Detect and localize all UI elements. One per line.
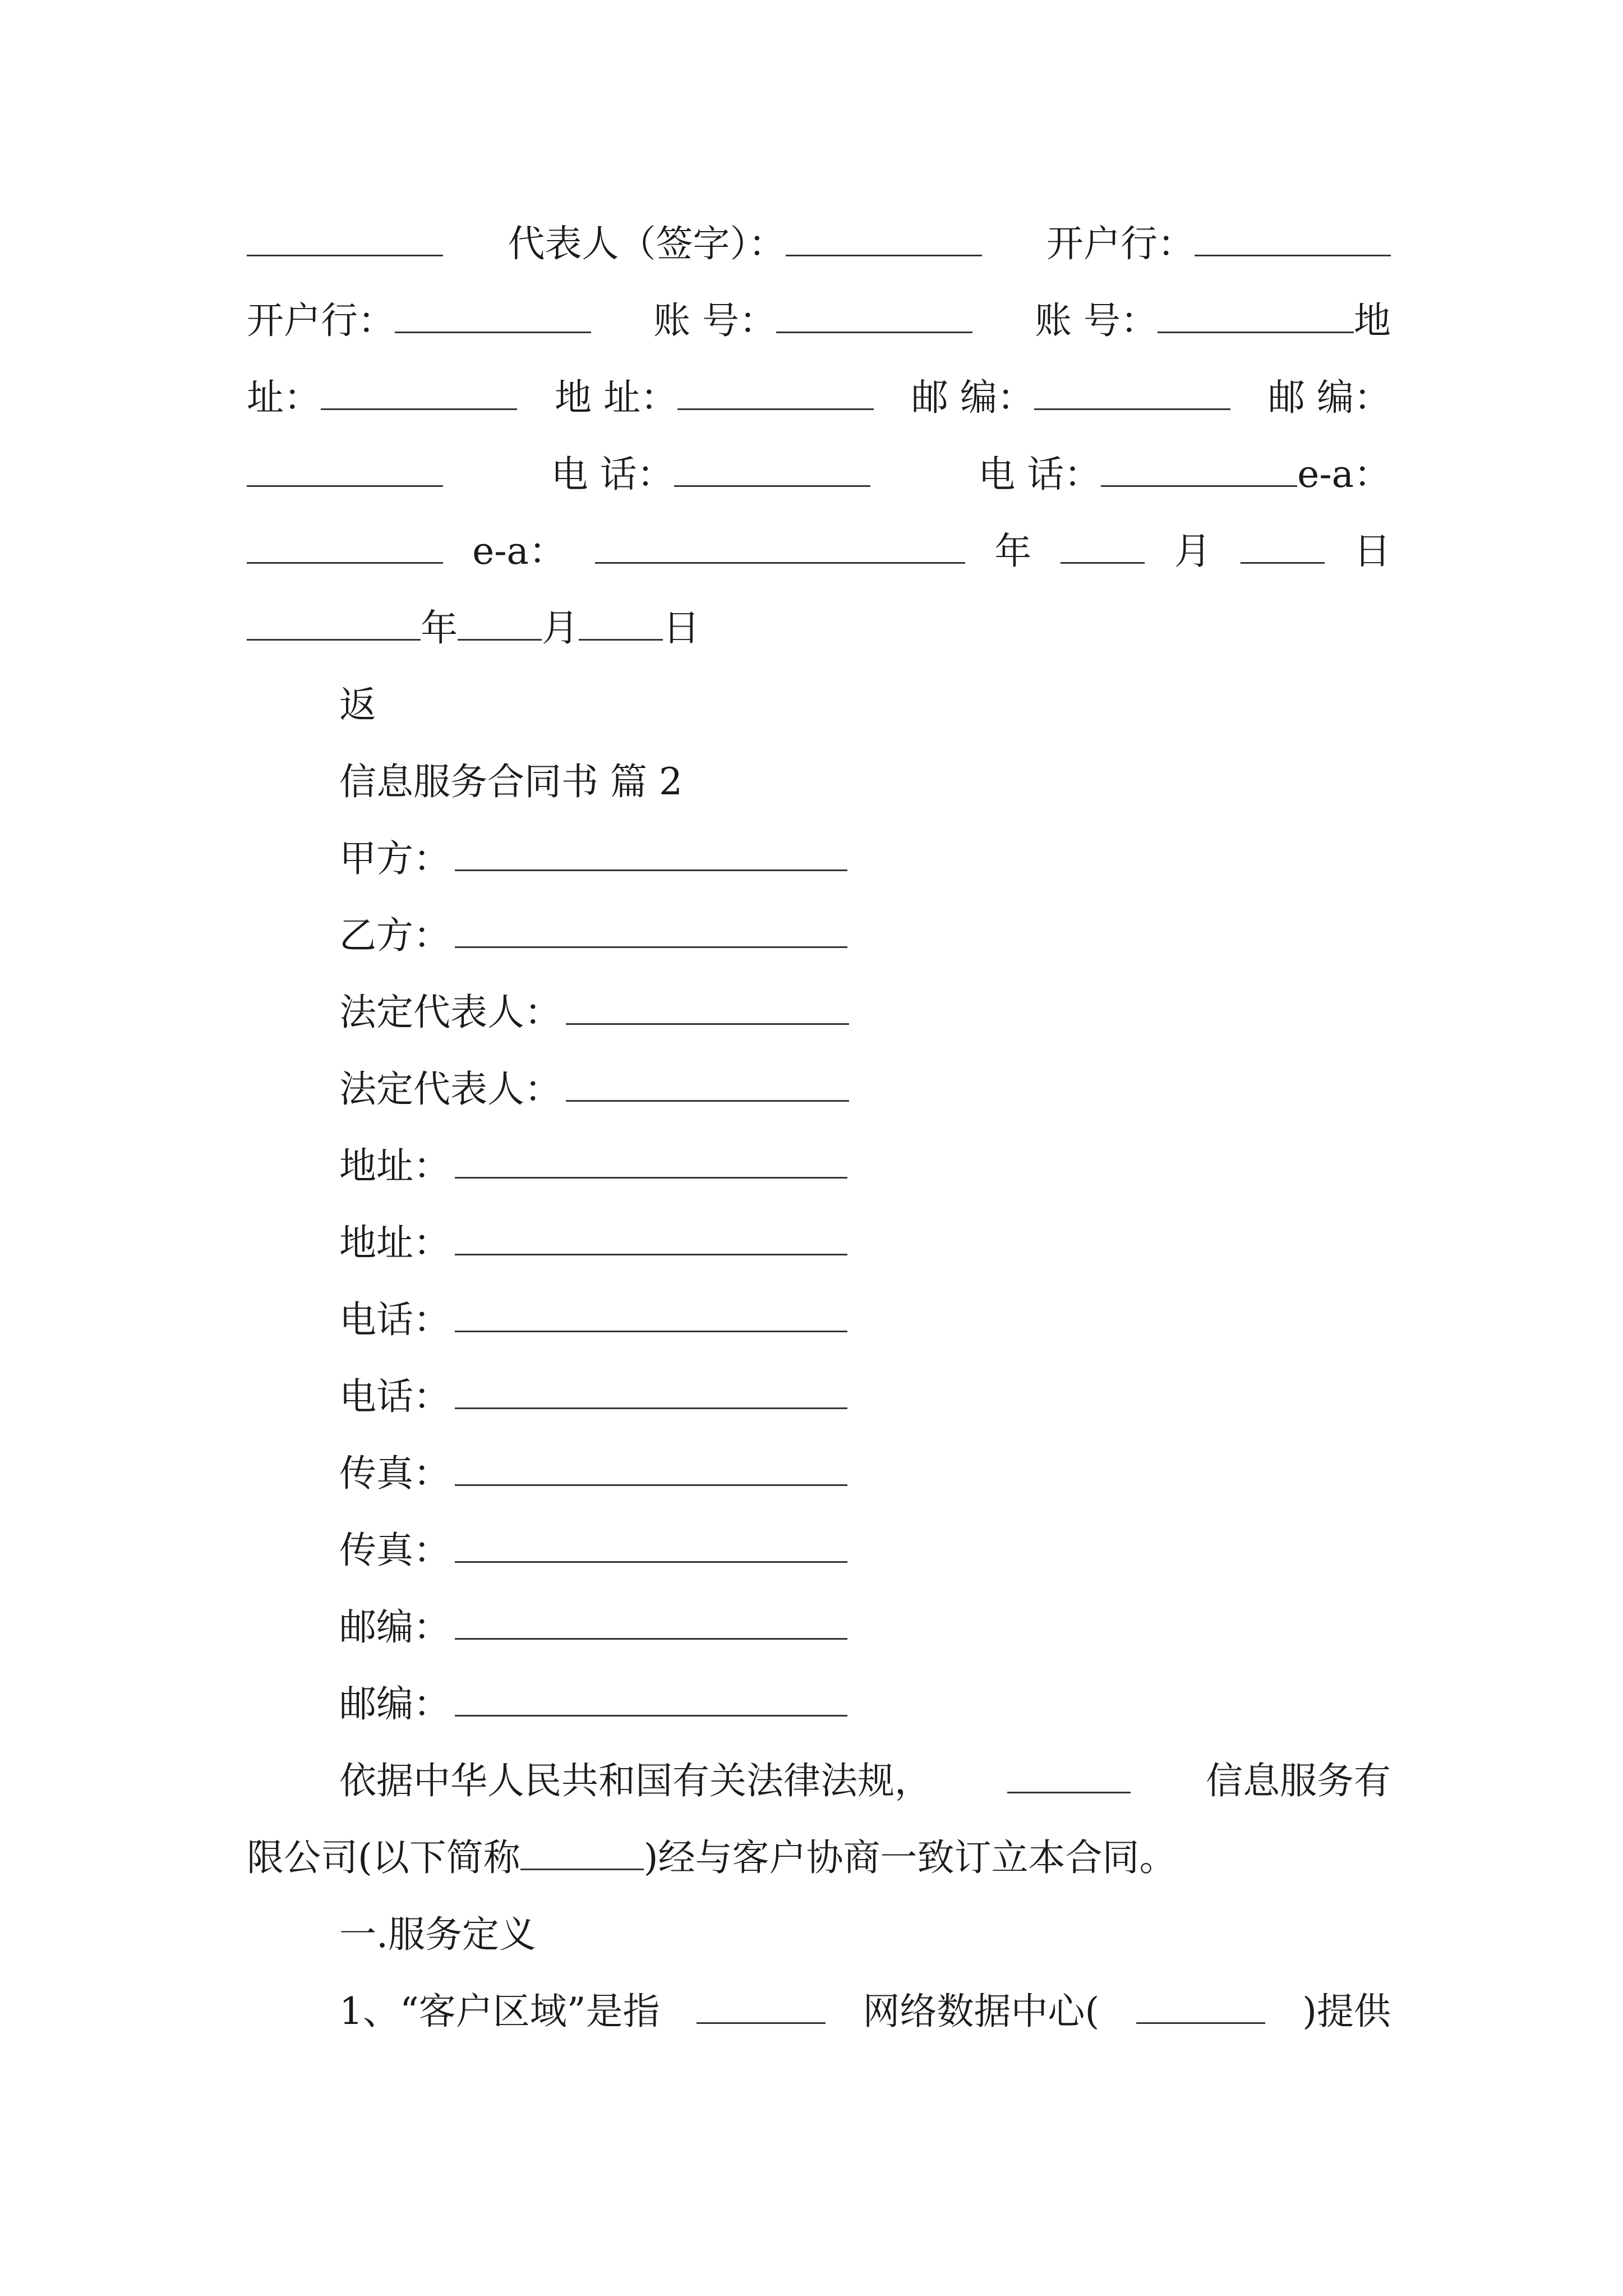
blank [247, 452, 443, 487]
rep-sign-label: 代表人（签字）： [508, 222, 786, 265]
blank [1241, 529, 1325, 564]
field-phone-a [339, 1289, 1391, 1351]
field-blank [455, 1221, 847, 1255]
field-legal-rep-a [339, 982, 1391, 1043]
section-heading-text: 一.服务定义 [339, 1913, 536, 1956]
field-label: 乙方： [339, 914, 450, 957]
phone-label: 电 话： [978, 453, 1101, 496]
contract-title [339, 751, 1391, 813]
blank [697, 1989, 826, 2024]
field-blank [455, 1528, 847, 1563]
bank-label: 开户行： [1046, 222, 1195, 265]
item-text: 网络数据中心( [863, 1990, 1100, 2033]
field-party-b [339, 905, 1391, 967]
account-label: 账 号： [653, 299, 776, 342]
blank [395, 298, 591, 333]
field-label: 法定代表人： [339, 1068, 561, 1111]
field-address-a [339, 1135, 1391, 1197]
bank-label: 开户行： [247, 299, 395, 342]
year-label: 年 [994, 530, 1032, 573]
address-label-part1: 地 [1354, 299, 1391, 342]
item-text: 1、“客户区域”是指 [339, 1990, 660, 2033]
blank [321, 375, 517, 410]
field-label: 传真： [339, 1452, 450, 1495]
blank [677, 375, 874, 410]
account-label: 账 号： [1035, 299, 1158, 342]
field-address-b [339, 1212, 1391, 1274]
field-blank [566, 990, 849, 1025]
paragraph-text: 依据中华人民共和国有关法律法规， [339, 1759, 932, 1802]
contract-title-text: 信息服务合同书 篇 2 [339, 760, 683, 803]
postcode-label: 邮 编： [911, 376, 1034, 419]
blank [1195, 222, 1391, 256]
email-label: e-a： [472, 530, 566, 573]
day-label: 日 [663, 606, 700, 650]
blank [786, 222, 982, 256]
month-label: 月 [542, 606, 579, 650]
return-text [339, 674, 1391, 736]
blank [1061, 529, 1145, 564]
blank [247, 529, 443, 564]
blank [1158, 298, 1354, 333]
paragraph-text: 限公司(以下简称 [247, 1836, 520, 1879]
blank [674, 452, 870, 487]
paragraph-1-line-2 [247, 1827, 1391, 1889]
field-fax-b [339, 1520, 1391, 1581]
field-blank [455, 1144, 847, 1179]
blank [520, 1835, 644, 1870]
address-label-part2: 址： [247, 376, 321, 419]
paragraph-1-line-1 [339, 1750, 1391, 1812]
blank [1136, 1989, 1265, 2024]
field-label: 传真： [339, 1529, 450, 1572]
section-heading [339, 1904, 1391, 1966]
item-text: )提供 [1302, 1990, 1391, 2033]
field-blank [455, 1682, 847, 1717]
signature-line-3 [247, 367, 1391, 429]
signature-line-4 [247, 444, 1391, 505]
blank [1007, 1759, 1131, 1793]
blank [247, 222, 443, 256]
field-blank [455, 1451, 847, 1486]
field-blank [455, 836, 847, 871]
phone-label: 电 话： [551, 453, 674, 496]
field-blank [566, 1067, 849, 1102]
field-label: 法定代表人： [339, 991, 561, 1034]
blank [247, 606, 421, 641]
day-label: 日 [1353, 530, 1391, 573]
field-label: 邮编： [339, 1682, 450, 1726]
paragraph-text: 信息服务有 [1206, 1759, 1391, 1802]
field-blank [455, 1374, 847, 1409]
field-label: 地址： [339, 1144, 450, 1188]
field-postcode-b [339, 1673, 1391, 1735]
field-label: 地址： [339, 1221, 450, 1264]
field-label: 电话： [339, 1298, 450, 1341]
field-party-a [339, 828, 1391, 890]
month-label: 月 [1174, 530, 1211, 573]
field-blank [455, 1605, 847, 1640]
item-1-line [339, 1981, 1391, 2042]
blank [579, 606, 663, 641]
field-blank [455, 1297, 847, 1332]
field-fax-a [339, 1443, 1391, 1504]
field-phone-b [339, 1366, 1391, 1428]
field-blank [455, 913, 847, 948]
address-label: 地 址： [555, 376, 677, 419]
blank [776, 298, 972, 333]
signature-line-5 [247, 521, 1391, 582]
field-label: 邮编： [339, 1605, 450, 1649]
field-legal-rep-b [339, 1059, 1391, 1120]
blank [1034, 375, 1230, 410]
return-text-label: 返 [339, 683, 376, 726]
blank [458, 606, 542, 641]
paragraph-text: )经与客户协商一致订立本合同。 [643, 1836, 1177, 1879]
email-label: e-a： [1297, 453, 1391, 496]
year-label: 年 [421, 606, 458, 650]
signature-line-6 [247, 597, 1391, 659]
field-label: 电话： [339, 1375, 450, 1418]
signature-line-2 [247, 290, 1391, 352]
field-label: 甲方： [339, 837, 450, 880]
field-postcode-a [339, 1596, 1391, 1658]
postcode-label: 邮 编： [1268, 376, 1391, 419]
blank [595, 529, 965, 564]
signature-line-1 [247, 213, 1391, 275]
blank [1101, 452, 1297, 487]
